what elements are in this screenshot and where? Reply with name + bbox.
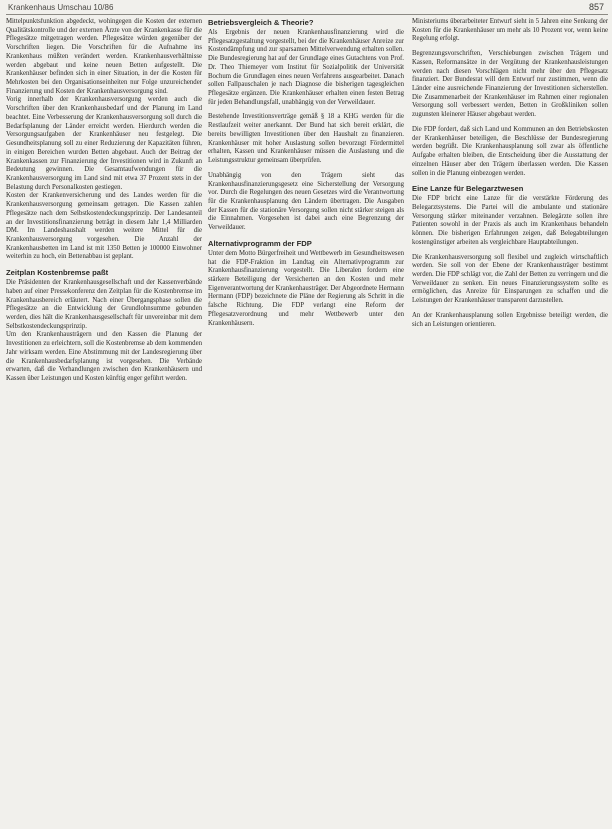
paragraph: Mittelpunktsfunktion abgedeckt, wohingegen die Kosten der externen Qualitätskontrolle und der externen Ärzte von der Krankenkasse für die Pflegesätze mitgetragen werden. Pflegesätze würden gegenüber der Vorschriften liegen. Die Vorschriften für die Aufnahme ins Krankenhaus müßten verändert werden. Krankenhausverhältnisse werden abgebaut und keine neuen Betten aufgestellt. Die Krankenhäuser befinden sich in einer Situation, in der die Kosten für Mehrkosten bei den Organisationseinheiten nur Folge unzureichender Finanzierung und Kosten der Krankenhausversorgung sind. bbox=[6, 18, 202, 95]
paragraph: Begrenzungsvorschriften, Verschiebungen zwischen Trägern und Kassen, Reformansätze in der Vergütung der Krankenhausleistungen werden nach diesen Vorschlägen nicht mehr über den Pflegesatz finanziert. Der Bundesrat will dem Entwurf nur zustimmen, wenn die Länder eine ausreichende Finanzierung der Investitionen sicherstellen. Die Zusammenarbeit der Krankenhäuser im Rahmen einer regionalen Versorgung soll verbessert werden, Betten in Großkliniken sollen zugunsten kleinerer Häuser abgebaut werden. bbox=[412, 50, 608, 119]
paragraph: Als Ergebnis der neuen Krankenhausfinanzierung wird die Pflegesatzgestaltung vorgestellt, bei der die Krankenhäuser Anreize zur Kostendämpfung und zur sparsamen Mittelverwendung erhalten sollen. Die Bundesregierung hat auf der Grundlage eines Gutachtens von Prof. Dr. Theo Thiemeyer vom Institut für Sozialpolitik der Universität Bochum die Grundlagen eines neuen Verfahrens ausgearbeitet. Danach sollen Fallpauschalen je nach Diagnose die bisherigen tagesgleichen Pflegesätze ergänzen. Die Krankenhäuser erhalten einen festen Betrag für jeden Behandlungsfall, unabhängig von der Verweildauer. bbox=[208, 29, 404, 106]
text-column-2 bbox=[208, 18, 404, 826]
paragraph: Um den Krankenhausträgern und den Kassen die Planung der Investitionen zu erleichtern, soll die Kostenbremse ab dem kommenden Jahr wirksam werden. Eine Abstimmung mit der Landesregierung über die Krankenhausbedarfsplanung ist vorgesehen. Die Verbände erwarten, daß die Verhandlungen zwischen den Krankenhäusern und Kassen über Leistungen und Kosten künftig enger geführt werden. bbox=[6, 331, 202, 383]
paragraph: Die Krankenhausversorgung soll flexibel und zugleich wirtschaftlich werden. Sie soll von der Ebene der Krankenhausträger bestimmt werden. Die FDP schlägt vor, die Zahl der Betten zu verringern und die Verweildauer zu senken. Ein neues Finanzierungssystem sollte es ermöglichen, das Anreize für Einsparungen zu schaffen und die Leistungen der Krankenhäuser transparent darzustellen. bbox=[412, 253, 608, 305]
paragraph: Die FDP fordert, daß sich Land und Kommunen an den Betriebskosten der Krankenhäuser beteiligen, die Beschlüsse der Bundesregierung werden begrüßt. Die Krankenhausplanung soll zwar als öffentliche Aufgabe erhalten bleiben, die Entscheidung über die Ausstattung der einzelnen Häuser aber den Trägern überlassen werden. Die Kassen sollen in die Planung einbezogen werden. bbox=[412, 125, 608, 177]
section-heading: Betriebsvergleich & Theorie? bbox=[208, 18, 314, 27]
text-column-1 bbox=[6, 18, 202, 826]
paragraph: Kosten der Krankenversicherung und des Landes werden für die Krankenhausversorgung gemeinsam getragen. Die Kassen zahlen Pflegesätze nach dem Selbstkostendeckungsprinzip. Der Landesanteil an der Investitionsfinanzierung beträgt in diesem Jahr 1,4 Milliarden DM. Im Landeshaushalt werden weitere Mittel für die Krankenhausversorgung vorgesehen. Die Anzahl der Krankenhausbetten im Land ist mit 1350 Betten je 100000 Einwohner weiterhin zu hoch, ein Bettenabbau ist geplant. bbox=[6, 192, 202, 261]
paragraph: An der Krankenhausplanung sollen Ergebnisse beteiligt werden, die sich an Leistungen orientieren. bbox=[412, 311, 608, 328]
paragraph: Vorig innerhalb der Krankenhausversorgung werden auch die Vorschriften über den Krankenhausbedarf und der Planung im Land beachtet. Eine Verbesserung der Krankenhausversorgung soll durch die Bedarfsplanung der Länder erreicht werden. Hierdurch werden die Versorgungsaufgaben der Krankenhäuser neu festgelegt. Die Gesundheitsplanung soll zu einer Reduzierung der Kapazitäten führen, in einigen Bereichen wurden Betten abgebaut. Auch der Beitrag der Krankenkassen zur Finanzierung der Investitionen wird in Zukunft an Bedeutung gewinnen. Die Gesamtaufwendungen für die Krankenhausversorgung im Land sind mit etwa 37 Prozent stets in der Belastung durch Personalkosten gestiegen. bbox=[6, 96, 202, 191]
page-header bbox=[6, 2, 608, 15]
paragraph: Bestehende Investitionsverträge gemäß § 18 a KHG werden für die Restlaufzeit weiter anerkannt. Der Bund hat sich bereit erklärt, die bereits bewilligten Investitionen über den Haushalt zu finanzieren. Krankenhäuser mit hoher Auslastung sollen bevorzugt Fördermittel erhalten, Kassen und Krankenhäuser müssen die Auslastung und die Leistungsstruktur gemeinsam überprüfen. bbox=[208, 113, 404, 165]
paragraph: Die Präsidenten der Krankenhausgesellschaft und der Kassenverbände haben auf einer Pressekonferenz den Zeitplan für die Kostenbremse im Krankenhausbereich erläutert. Nach einer Übergangsphase sollen die Pflegesätze an die Entwicklung der Grundlohnsumme gebunden werden, dies hält die Krankenhausgesellschaft für unvereinbar mit dem Selbstkostendeckungsprinzip. bbox=[6, 279, 202, 330]
paragraph: Die FDP bricht eine Lanze für die verstärkte Förderung des Belegarztsystems. Die Partei will die ambulante und stationäre Versorgung stärker miteinander verzahnen. Belegärzte sollen ihre Patienten sowohl in der Praxis als auch im Krankenhaus behandeln können. Die bisherigen Erfahrungen zeigen, daß Belegabteilungen kostengünstiger arbeiten als vergleichbare Hauptabteilungen. bbox=[412, 195, 608, 246]
paragraph: Ministeriums überarbeiteter Entwurf sieht in 5 Jahren eine Senkung der Kosten für die Krankenhäuser um mehr als 10 Prozent vor, wenn keine Regelung erfolgt. bbox=[412, 18, 608, 43]
section-heading: Zeitplan Kostenbremse paßt bbox=[6, 268, 109, 278]
section-heading: Eine Lanze für Belegarztwesen bbox=[412, 184, 524, 194]
journal-title: Krankenhaus Umschau 10/86 bbox=[8, 3, 114, 12]
paragraph: Unter dem Motto Bürgerfreiheit und Wettbewerb im Gesundheitswesen hat die FDP-Fraktion im Landtag ein Alternativprogramm zur Krankenhausfinanzierung vorgestellt. Die Liberalen fordern eine stärkere Beteiligung der Versicherten an den Kosten und mehr Eigenverantwortung der Krankenhausträger. Der Abgeordnete Hermann Hermann (FDP) bezeichnete die Pläne der Regierung als Schritt in die falsche Richtung. Die FDP verlangt eine Reform der Pflegesatzverordnung und mehr Wettbewerb unter den Krankenhäusern. bbox=[208, 249, 404, 327]
text-column-3 bbox=[412, 18, 608, 826]
section-heading: Alternativprogramm der FDP bbox=[208, 238, 312, 248]
page-number: 857 bbox=[588, 2, 604, 12]
paragraph: Unabhängig von den Trägern sieht das Krankenhausfinanzierungsgesetz eine Sicherstellung der Versorgung vor. Durch die Regelungen des neuen Gesetzes wird die Verantwortung für die Krankenhausplanung den Ländern übertragen. Die Ausgaben der Kassen für die stationäre Versorgung sollen nicht stärker steigen als die Einnahmen. Vorgesehen ist dabei auch eine Begrenzung der Verweildauer. bbox=[208, 171, 404, 232]
